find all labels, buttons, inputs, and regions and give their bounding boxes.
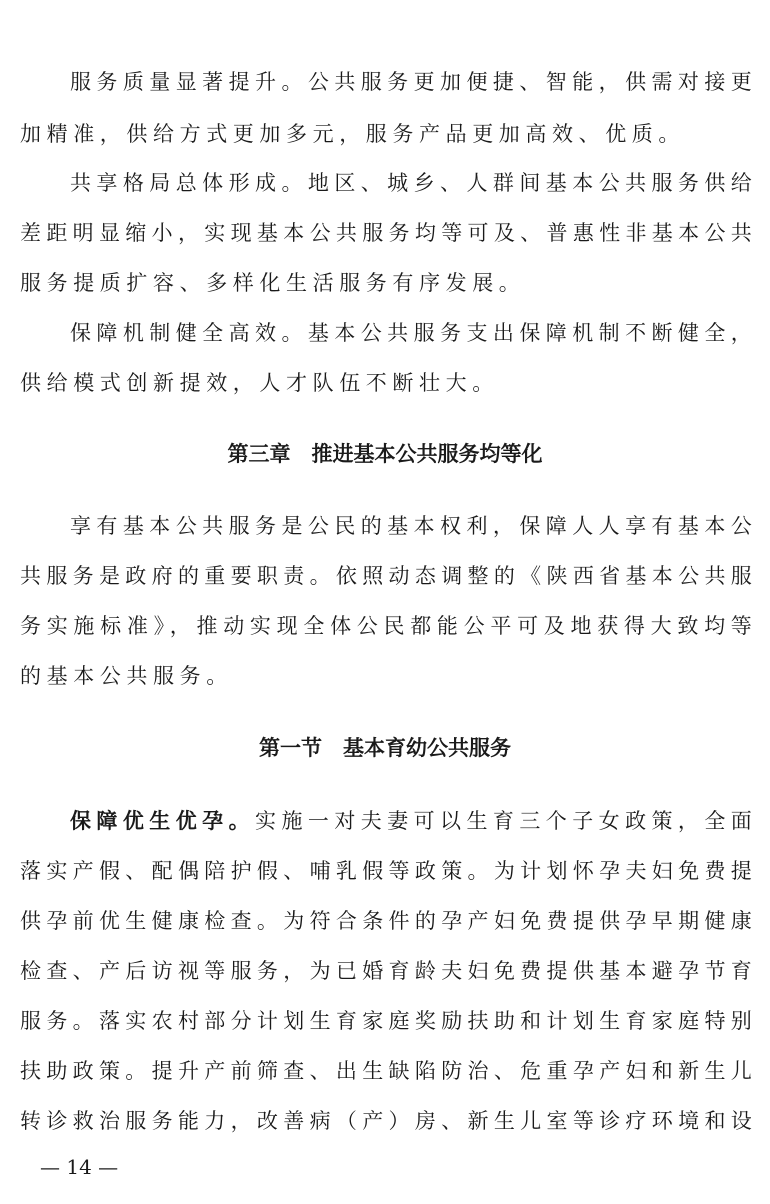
paragraph-line: 差距明显缩小，实现基本公共服务均等可及、普惠性非基本公共 [20, 221, 752, 245]
paragraph-line: 供给模式创新提效，人才队伍不断壮大。 [20, 371, 499, 395]
paragraph-line: 务实施标准》，推动实现全体公民都能公平可及地获得大致均等 [20, 614, 752, 638]
paragraph-line: 共享格局总体形成。地区、城乡、人群间基本公共服务供给 [70, 171, 752, 195]
chapter-heading: 第三章 推进基本公共服务均等化 [227, 442, 543, 466]
paragraph-line: 检查、产后访视等服务，为已婚育龄夫妇免费提供基本避孕节育 [20, 959, 752, 983]
paragraph-line: 共服务是政府的重要职责。依照动态调整的《陕西省基本公共服 [20, 564, 752, 588]
paragraph-line: 享有基本公共服务是公民的基本权利，保障人人享有基本公 [70, 514, 752, 538]
paragraph-line: 加精准，供给方式更加多元，服务产品更加高效、优质。 [20, 122, 685, 146]
paragraph-line: 落实产假、配偶陪护假、哺乳假等政策。为计划怀孕夫妇免费提 [20, 859, 752, 883]
paragraph-line: 的基本公共服务。 [20, 664, 233, 688]
page-number: — 14 — [40, 1155, 119, 1179]
paragraph-line: 供孕前优生健康检查。为符合条件的孕产妇免费提供孕早期健康 [20, 909, 752, 933]
paragraph-line [70, 795, 752, 847]
paragraph-line: 转诊救治服务能力，改善病（产）房、新生儿室等诊疗环境和设 [20, 1109, 752, 1133]
paragraph-lead: 保障优生优孕。 [70, 809, 256, 833]
paragraph-text: 实施一对夫妻可以生育三个子女政策，全面 [255, 809, 752, 833]
paragraph-line: 保障机制健全高效。基本公共服务支出保障机制不断健全， [70, 321, 752, 345]
paragraph-line: 服务。落实农村部分计划生育家庭奖励扶助和计划生育家庭特别 [20, 1009, 752, 1033]
paragraph-line: 扶助政策。提升产前筛查、出生缺陷防治、危重孕产妇和新生儿 [20, 1059, 752, 1083]
section-heading: 第一节 基本育幼公共服务 [259, 736, 511, 760]
paragraph-line: 服务提质扩容、多样化生活服务有序发展。 [20, 271, 526, 295]
paragraph-line: 服务质量显著提升。公共服务更加便捷、智能，供需对接更 [70, 70, 752, 94]
